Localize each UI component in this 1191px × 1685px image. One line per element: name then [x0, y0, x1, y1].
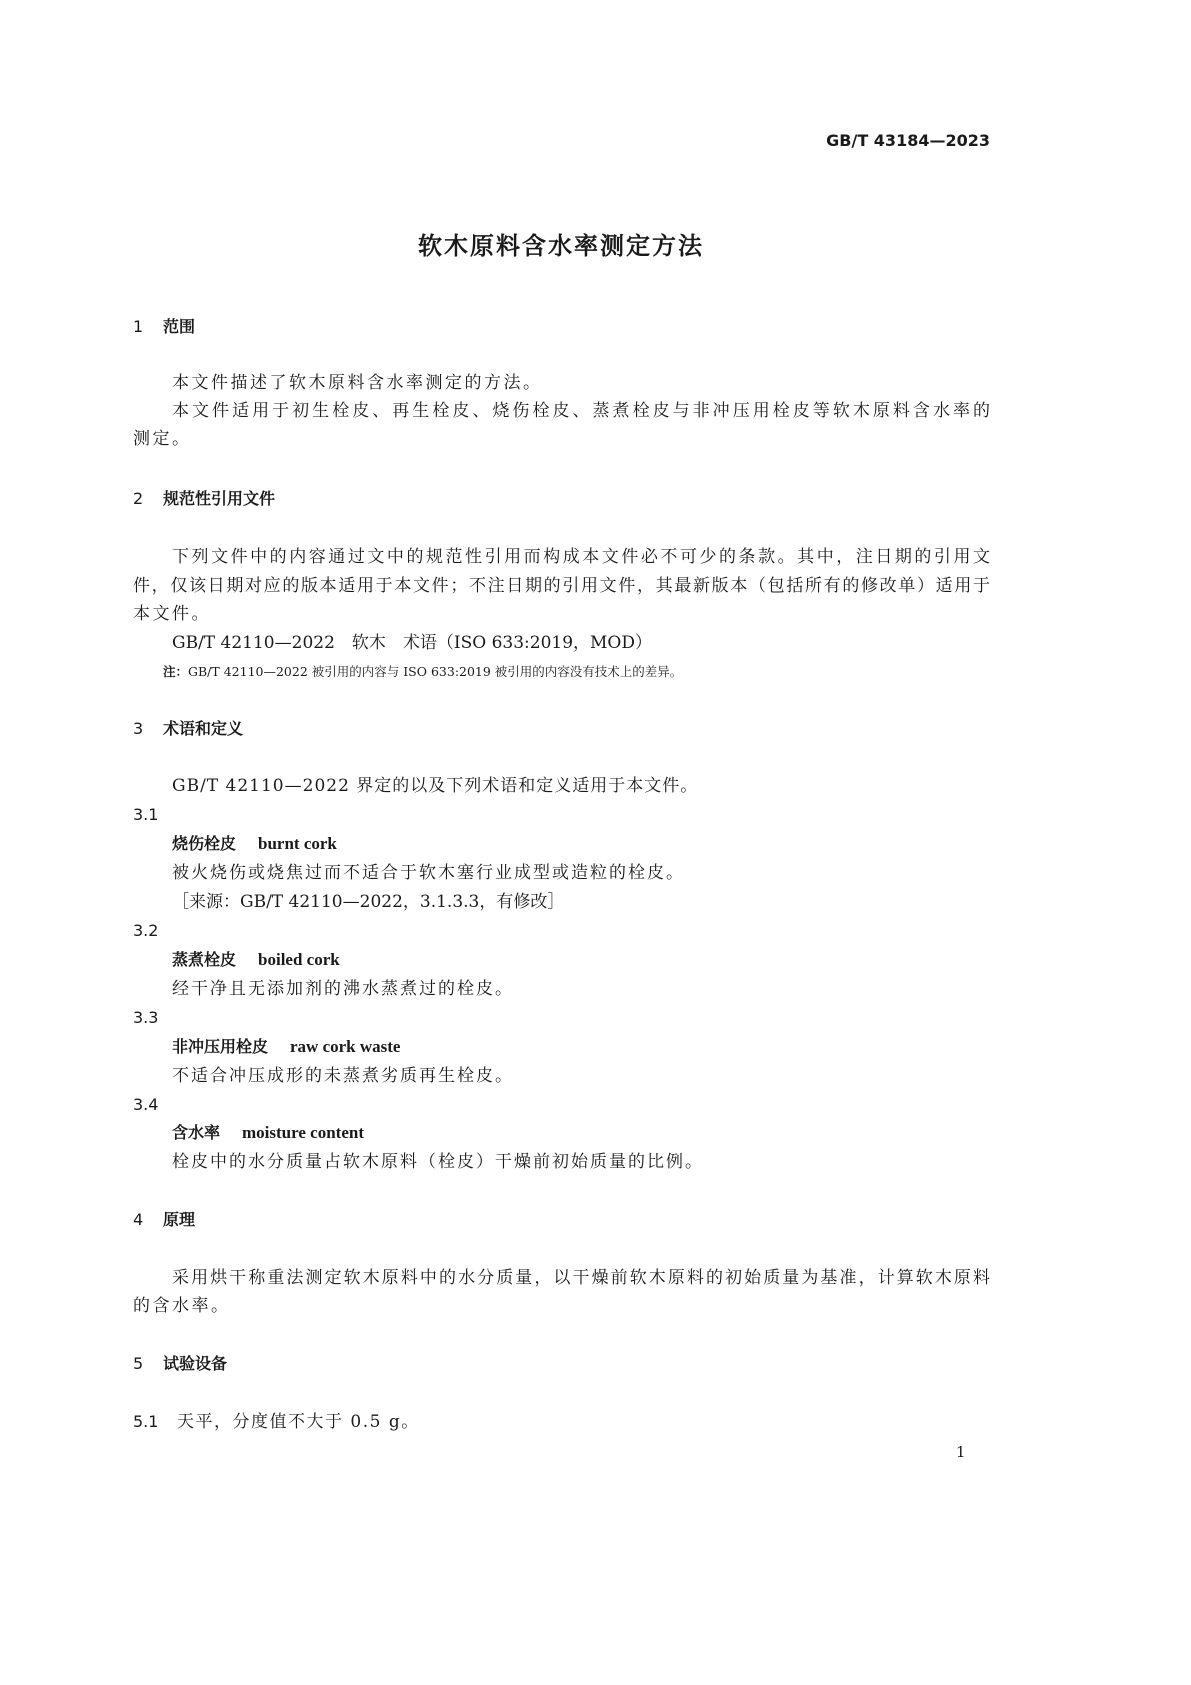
normative-reference: GB/T 42110—2022 软木 术语（ISO 633:2019，MOD）	[172, 633, 653, 653]
paragraph: 测定。	[133, 429, 192, 449]
term-number: 3.1	[133, 805, 159, 824]
section-heading-2: 2 规范性引用文件	[133, 489, 276, 508]
term-number: 3.2	[133, 921, 159, 940]
term-definition: 被火烧伤或烧焦过而不适合于软木塞行业成型或造粒的栓皮。	[172, 863, 685, 883]
term-heading: 非冲压用栓皮 raw cork waste	[172, 1037, 401, 1056]
note: 注：GB/T 42110—2022 被引用的内容与 ISO 633:2019 被引用的内容没有技术上的差异。	[163, 664, 683, 679]
paragraph: 采用烘干称重法测定软木原料中的水分质量，以干燥前软木原料的初始质量为基准，计算软木原料	[172, 1268, 990, 1288]
term-definition: 栓皮中的水分质量占软木原料（栓皮）干燥前初始质量的比例。	[172, 1152, 704, 1172]
term-source: ［来源：GB/T 42110—2022，3.1.3.3，有修改］	[172, 892, 565, 912]
paragraph: 的含水率。	[133, 1296, 231, 1316]
paragraph: GB/T 42110—2022 界定的以及下列术语和定义适用于本文件。	[172, 776, 699, 796]
term-number: 3.3	[133, 1008, 159, 1027]
clause-text: 天平，分度值不大于 0.5 g。	[177, 1412, 420, 1432]
clause-number: 5.1	[133, 1412, 159, 1431]
term-number: 3.4	[133, 1095, 159, 1114]
term-heading: 含水率 moisture content	[172, 1123, 364, 1142]
term-definition: 不适合冲压成形的未蒸煮劣质再生栓皮。	[172, 1066, 514, 1086]
page-title: 软木原料含水率测定方法	[418, 232, 704, 260]
term-heading: 蒸煮栓皮 boiled cork	[172, 950, 340, 969]
page-number: 1	[956, 1443, 966, 1461]
paragraph: 本文件描述了软木原料含水率测定的方法。	[172, 373, 543, 393]
section-heading-1: 1 范围	[133, 317, 196, 336]
paragraph: 下列文件中的内容通过文中的规范性引用而构成本文件必不可少的条款。其中，注日期的引用文	[172, 547, 990, 567]
document-number: GB/T 43184—2023	[826, 131, 990, 150]
section-heading-3: 3 术语和定义	[133, 719, 244, 738]
paragraph: 件，仅该日期对应的版本适用于本文件；不注日期的引用文件，其最新版本（包括所有的修改单）适用于	[133, 576, 990, 596]
term-heading: 烧伤栓皮 burnt cork	[172, 834, 337, 853]
paragraph: 本文件适用于初生栓皮、再生栓皮、烧伤栓皮、蒸煮栓皮与非冲压用栓皮等软木原料含水率的	[172, 401, 990, 421]
term-definition: 经干净且无添加剂的沸水蒸煮过的栓皮。	[172, 979, 514, 999]
section-heading-4: 4 原理	[133, 1210, 196, 1229]
section-heading-5: 5 试验设备	[133, 1354, 228, 1373]
paragraph: 本文件。	[133, 604, 211, 624]
